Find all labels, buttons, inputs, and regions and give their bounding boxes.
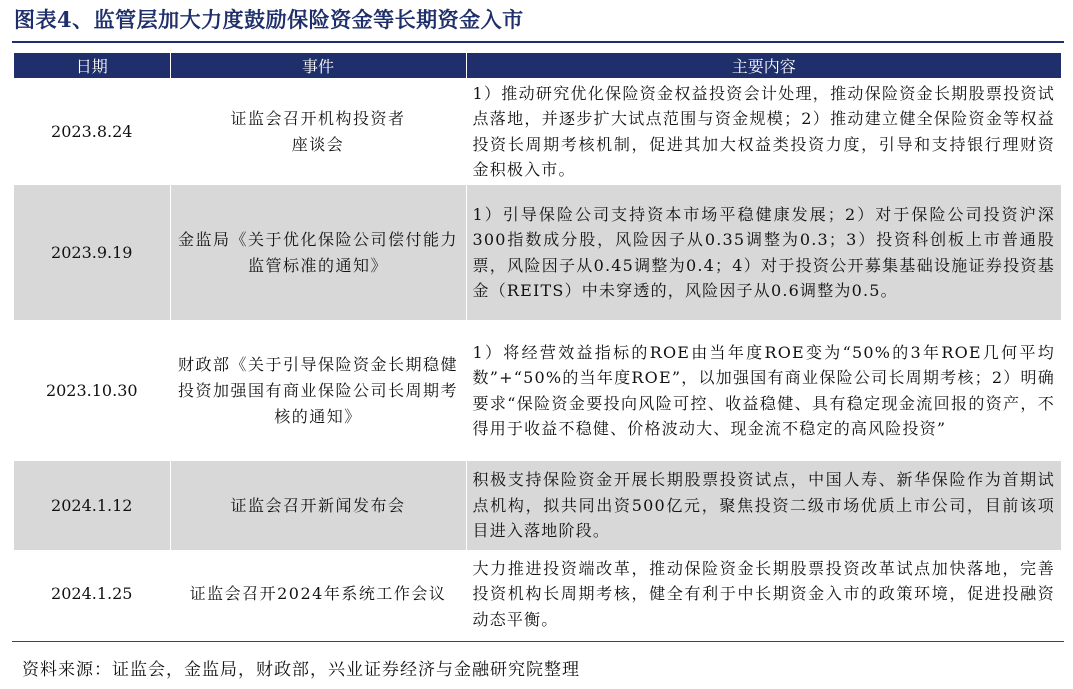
row-event: 证监会召开新闻发布会: [170, 461, 466, 551]
table-row: [14, 79, 1061, 185]
row-date: 2024.1.25: [14, 551, 170, 637]
row-content: 1）推动研究优化保险资金权益投资会计处理，推动保险资金长期股票投资试点落地，并逐步扩大试点范围与资金规模；2）推动建立健全保险资金等权益投资长周期考核机制，促进其加大权益类投资力度，引导和支持银行理财资金积极入市。: [466, 79, 1061, 185]
row-event: 财政部《关于引导保险资金长期稳健投资加强国有商业保险公司长周期考核的通知》: [170, 321, 466, 461]
row-content: 大力推进投资端改革，推动保险资金长期股票投资改革试点加快落地，完善投资机构长周期考核，健全有利于中长期资金入市的政策环境，促进投融资动态平衡。: [466, 551, 1061, 637]
table-header-row: [14, 53, 1061, 79]
header-date: 日期: [14, 53, 170, 79]
table-bottom-rule: [12, 641, 1064, 642]
row-event: [170, 79, 466, 185]
row-date: 2023.8.24: [14, 79, 170, 185]
row-event: 金监局《关于优化保险公司偿付能力监管标准的通知》: [170, 185, 466, 321]
header-event: 事件: [170, 53, 466, 79]
row-content: 1）将经营效益指标的ROE由当年度ROE变为“50%的3年ROE几何平均数”+“50%的当年度ROE”，以加强国有商业保险公司长周期考核；2）明确要求“保险资金要投向风险可控、收益稳健、具有稳定现金流回报的资产，不得用于收益不稳健、价格波动大、现金流不稳定的高风险投资”: [466, 321, 1061, 461]
row-date: 2023.9.19: [14, 185, 170, 321]
row-event: 证监会召开2024年系统工作会议: [170, 551, 466, 637]
row-date: 2024.1.12: [14, 461, 170, 551]
row-content: 1）引导保险公司支持资本市场平稳健康发展；2）对于保险公司投资沪深300指数成分股，风险因子从0.35调整为0.3；3）投资科创板上市普通股票，风险因子从0.45调整为0.4；4）对于投资公开募集基础设施证券投资基金（REITS）中未穿透的，风险因子从0.6调整为0.5。: [466, 185, 1061, 321]
source-note: 资料来源：证监会，金监局，财政部，兴业证券经济与金融研究院整理: [22, 660, 580, 680]
title-underline: [12, 41, 1064, 43]
table-row: [14, 185, 1061, 321]
figure-title: 图表4、监管层加大力度鼓励保险资金等长期资金入市: [14, 7, 524, 32]
table-row: [14, 461, 1061, 551]
row-date: 2023.10.30: [14, 321, 170, 461]
header-content: 主要内容: [466, 53, 1061, 79]
table-row: [14, 551, 1061, 637]
row-content: 积极支持保险资金开展长期股票投资试点，中国人寿、新华保险作为首期试点机构，拟共同出资500亿元，聚焦投资二级市场优质上市公司，目前该项目进入落地阶段。: [466, 461, 1061, 551]
events-table: [14, 53, 1061, 637]
table-row: [14, 321, 1061, 461]
row-event-line: 证监会召开机构投资者 座谈会: [230, 108, 406, 154]
